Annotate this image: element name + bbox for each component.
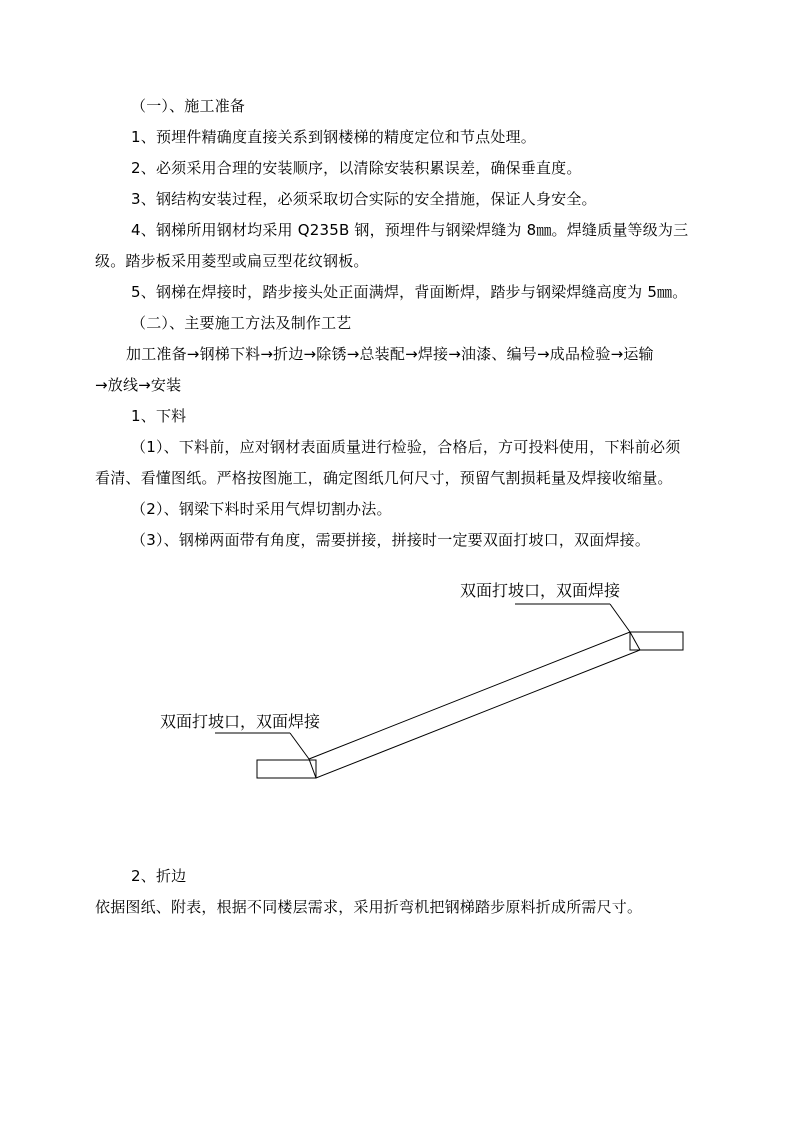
line-6: 5、钢梯在焊接时，踏步接头处正面满焊，背面断焊，踏步与钢梁焊缝高度为 5㎜。 xyxy=(131,283,688,301)
leader-line-bottom-diag xyxy=(290,733,309,759)
line-after-1: 依据图纸、附表，根据不同楼层需求，采用折弯机把钢梯踏步原料折成所需尺寸。 xyxy=(95,898,643,916)
line-10: 1、下料 xyxy=(131,407,187,425)
line-9: →放线→安装 xyxy=(95,376,182,394)
line-1: 1、预埋件精确度直接关系到钢楼梯的精度定位和节点处理。 xyxy=(131,128,536,146)
line-13: （2）、钢梁下料时采用气焊切割办法。 xyxy=(131,500,392,518)
diagram-label-bottom: 双面打坡口，双面焊接 xyxy=(160,712,321,731)
line-3: 3、钢结构安装过程，必须采取切合实际的安全措施，保证人身安全。 xyxy=(131,190,597,208)
diagram-label-top: 双面打坡口，双面焊接 xyxy=(460,581,621,600)
line-12: 看清、看懂图纸。严格按图施工，确定图纸几何尺寸，预留气割损耗量及焊接收缩量。 xyxy=(95,469,673,487)
line-4: 4、钢梯所用钢材均采用 Q235B 钢，预埋件与钢梁焊缝为 8㎜。焊缝质量等级为三 xyxy=(131,221,689,239)
line-5: 级。踏步板采用菱型或扁豆型花纹钢板。 xyxy=(95,252,369,270)
line-7: （二）、主要施工方法及制作工艺 xyxy=(131,314,352,332)
inclined-stringer xyxy=(309,632,640,778)
leader-line-top-diag xyxy=(610,604,630,632)
line-14: （3）、钢梯两面带有角度，需要拼接，拼接时一定要双面打坡口，双面焊接。 xyxy=(131,531,651,549)
welding-diagram xyxy=(0,570,794,800)
line-2: 2、必须采用合理的安装顺序，以清除安装积累误差，确保垂直度。 xyxy=(131,159,582,177)
line-8: 加工准备→钢梯下料→折边→除锈→总装配→焊接→油漆、编号→成品检验→运输 xyxy=(126,345,654,363)
line-0: （一）、施工准备 xyxy=(131,97,246,115)
lower-flat-plate xyxy=(257,760,316,778)
line-after-0: 2、折边 xyxy=(131,867,187,885)
line-11: （1）、下料前，应对钢材表面质量进行检验，合格后，方可投料使用，下料前必须 xyxy=(131,438,681,456)
